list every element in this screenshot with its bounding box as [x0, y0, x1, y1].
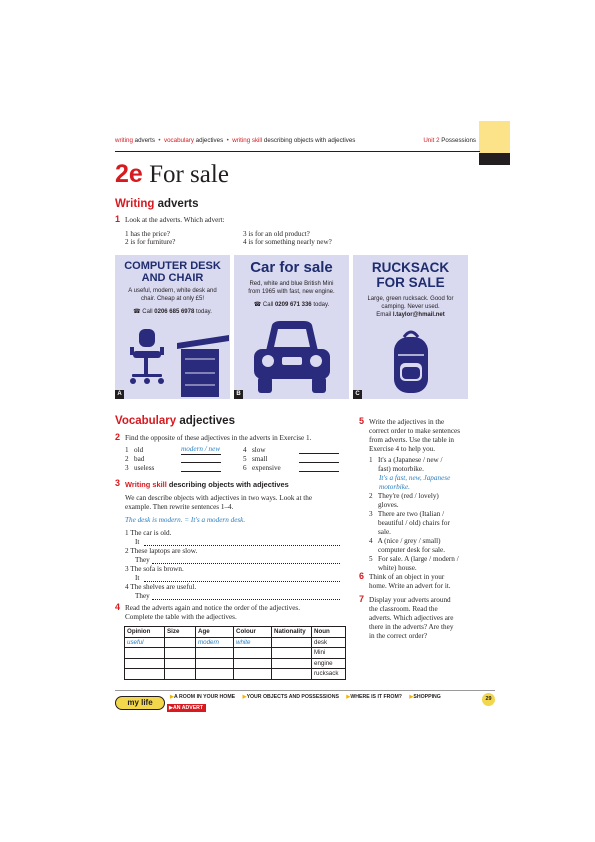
- table-cell[interactable]: [165, 637, 196, 648]
- table-cell[interactable]: [272, 658, 312, 669]
- vocab-answer-6[interactable]: [299, 463, 339, 472]
- exercise-number-2: 2: [115, 432, 121, 442]
- table-cell[interactable]: [272, 637, 312, 648]
- header-unit: Unit 2 Possessions: [423, 137, 476, 144]
- exercise-number-6: 6: [359, 571, 365, 581]
- writing-skill-heading: Writing skill describing objects with adjectives: [125, 480, 289, 489]
- table-cell[interactable]: [165, 648, 196, 659]
- vocab-answer-2[interactable]: [181, 454, 221, 463]
- my-life-badge: my life: [115, 696, 165, 710]
- exercise-6-instruction: Think of an object in your home. Write an advert for it.: [369, 573, 451, 590]
- table-row: [125, 648, 346, 659]
- advert-c-body: Large, green rucksack. Good for camping. Never used. Email l.taylor@hmail.net: [353, 295, 468, 319]
- advert-a-letter: A: [115, 390, 124, 399]
- exercise-number-5: 5: [359, 416, 365, 426]
- column-header: Age: [196, 627, 234, 638]
- table-row: [125, 658, 346, 669]
- footer-link-room[interactable]: ▶A ROOM IN YOUR HOME: [170, 694, 236, 700]
- table-cell[interactable]: [125, 669, 165, 680]
- table-cell[interactable]: useful: [125, 637, 165, 648]
- exercise-number-3: 3: [115, 478, 121, 488]
- lesson-number: 2e: [115, 160, 143, 188]
- footer-link-advert[interactable]: ▶AN ADVERT: [167, 704, 206, 712]
- column-header: Noun: [312, 627, 346, 638]
- advert-b-body: Red, white and blue British Mini from 1965 with fast, new engine. ☎ Call 0209 671 336 today.: [234, 280, 349, 309]
- vocab-item: 5 small: [243, 455, 268, 463]
- table-cell[interactable]: [234, 669, 272, 680]
- exercise-7-instruction: Display your adverts around the classroom. Read the adverts. Which adjectives are there in the adverts? Are they in the correct order?: [369, 596, 454, 640]
- header-rule: [115, 151, 480, 152]
- exercise-5-item-1: 1 It's a (Japanese / new / fast) motorbike.: [369, 456, 443, 473]
- writing-skill-intro-2: example. Then rewrite sentences 1–4.: [125, 503, 234, 511]
- table-cell: desk: [312, 637, 346, 648]
- rewrite-answer-line-4[interactable]: [152, 599, 340, 600]
- table-cell: rucksack: [312, 669, 346, 680]
- table-cell[interactable]: [272, 648, 312, 659]
- header-topics: writing adverts • vocabulary adjectives • writing skill describing objects with adjectives: [115, 137, 356, 144]
- advert-panel-c: [353, 255, 468, 399]
- advert-a-body: A useful, modern, white desk and chair. Cheap at only £5! ☎ Call 0206 685 6978 today.: [115, 287, 230, 316]
- vocab-item: 3 useless: [125, 464, 155, 472]
- vocab-item: 4 slow: [243, 446, 266, 454]
- rewrite-sentence-1: 1 The car is old.: [125, 529, 172, 537]
- advert-c-title: RUCKSACK FOR SALE: [371, 260, 450, 290]
- header-val-3: describing objects with adjectives: [263, 137, 356, 144]
- writing-skill-intro-1: We can describe objects with adjectives in two ways. Look at the: [125, 494, 313, 502]
- rewrite-answer-label-1: It: [135, 538, 140, 546]
- rewrite-answer-label-2: They: [135, 556, 150, 564]
- rewrite-answer-label-3: It: [135, 574, 140, 582]
- exercise-1-question-1: 1 has the price?: [125, 230, 170, 238]
- table-cell[interactable]: [234, 648, 272, 659]
- exercise-1-question-3: 3 is for an old product?: [243, 230, 310, 238]
- exercise-5-instruction: Write the adjectives in the correct order to make sentences from adverts. Use the table in Exercise 4 to help you.: [369, 418, 460, 453]
- exercise-4-instruction-2: Complete the table with the adjectives.: [125, 613, 237, 621]
- phone-icon: ☎ Call: [133, 309, 153, 315]
- exercise-4-instruction-1: Read the adverts again and notice the order of the adjectives.: [125, 604, 301, 612]
- table-cell[interactable]: [125, 658, 165, 669]
- header-key-3: writing skill: [232, 137, 263, 144]
- table-cell[interactable]: white: [234, 637, 272, 648]
- running-header: [115, 135, 510, 148]
- advert-a-phone: ☎ Call 0206 685 6978 today.: [133, 309, 212, 315]
- header-val-1: adverts: [134, 137, 155, 144]
- triangle-bullet-icon: ▶: [409, 694, 414, 700]
- mini-car-icon: [248, 317, 336, 397]
- office-chair-icon: [121, 321, 229, 397]
- exercise-1-instruction: Look at the adverts. Which advert:: [125, 216, 225, 224]
- column-header: Nationality: [272, 627, 312, 638]
- section-heading-writing: Writing adverts: [115, 198, 199, 210]
- rewrite-sentence-3: 3 The sofa is brown.: [125, 565, 184, 573]
- rewrite-answer-line-1[interactable]: [144, 545, 340, 546]
- footer-links: [170, 694, 447, 700]
- lesson-title-text: For sale: [149, 161, 229, 188]
- header-key-2: vocabulary: [164, 137, 194, 144]
- rewrite-sentence-2: 2 These laptops are slow.: [125, 547, 198, 555]
- page-number: 29: [482, 693, 495, 706]
- vocab-item: 2 bad: [125, 455, 145, 463]
- table-cell[interactable]: [234, 658, 272, 669]
- advert-a-title: COMPUTER DESK AND CHAIR: [124, 260, 221, 284]
- exercise-1-question-4: 4 is for something nearly new?: [243, 238, 332, 246]
- table-cell[interactable]: [196, 658, 234, 669]
- advert-b-title: Car for sale: [250, 259, 333, 276]
- triangle-bullet-icon: ▶: [346, 694, 351, 700]
- rewrite-answer-line-3[interactable]: [144, 581, 340, 582]
- table-row: [125, 669, 346, 680]
- header-key-1: writing: [115, 137, 133, 144]
- table-row: [125, 637, 346, 648]
- vocab-item: 1 old: [125, 446, 144, 454]
- vocab-answer-4[interactable]: [299, 445, 339, 454]
- footer-link-where-from[interactable]: ▶WHERE IS IT FROM?: [346, 694, 402, 700]
- footer-rule: [115, 690, 495, 691]
- exercise-5-item-5: 5 For sale. A (large / modern / white) house.: [369, 555, 459, 572]
- advert-b-letter: B: [234, 390, 243, 399]
- table-cell: engine: [312, 658, 346, 669]
- desk-icon: [177, 335, 229, 397]
- exercise-5-item-3: 3 There are two (Italian / beautiful / old) chairs for sale.: [369, 510, 450, 536]
- phone-icon: ☎ Call: [253, 302, 274, 308]
- footer-link-possessions[interactable]: ▶YOUR OBJECTS AND POSSESSIONS: [242, 694, 339, 700]
- rewrite-answer-line-2[interactable]: [152, 563, 340, 564]
- lesson-title: [115, 160, 229, 189]
- section-heading-vocabulary: Vocabulary adjectives: [115, 415, 235, 427]
- header-val-2: adjectives: [195, 137, 224, 144]
- exercise-1-question-2: 2 is for furniture?: [125, 238, 176, 246]
- advert-c-email: Email l.taylor@hmail.net: [376, 312, 445, 318]
- advert-panel-a: [115, 255, 230, 399]
- vocab-answer-5[interactable]: [299, 454, 339, 463]
- table-cell[interactable]: [196, 669, 234, 680]
- exercise-number-7: 7: [359, 594, 365, 604]
- advert-panel-b: [234, 255, 349, 399]
- rucksack-icon: [390, 327, 432, 395]
- table-cell[interactable]: [272, 669, 312, 680]
- writing-skill-example: The desk is modern. = It's a modern desk.: [125, 516, 246, 524]
- dark-corner-tab: [479, 153, 510, 165]
- vocab-answer-3[interactable]: [181, 463, 221, 472]
- advert-b-phone: ☎ Call 0209 671 336 today.: [253, 302, 330, 308]
- table-header-row: [125, 627, 346, 638]
- table-cell[interactable]: [165, 658, 196, 669]
- table-cell[interactable]: [165, 669, 196, 680]
- footer-link-shopping[interactable]: ▶SHOPPING: [409, 694, 441, 700]
- rewrite-answer-label-4: They: [135, 592, 150, 600]
- triangle-bullet-icon: ▶: [169, 705, 173, 711]
- adjective-order-table: [124, 626, 346, 680]
- triangle-bullet-icon: ▶: [170, 694, 174, 700]
- column-header: Colour: [234, 627, 272, 638]
- exercise-5-item-2: 2 They're (red / lovely) gloves.: [369, 492, 439, 509]
- column-header: Size: [165, 627, 196, 638]
- column-header: Opinion: [125, 627, 165, 638]
- table-cell[interactable]: [196, 648, 234, 659]
- rewrite-sentence-4: 4 The shelves are useful.: [125, 583, 197, 591]
- advert-c-letter: C: [353, 390, 362, 399]
- exercise-2-instruction: Find the opposite of these adjectives in the adverts in Exercise 1.: [125, 434, 312, 442]
- vocab-answer-1[interactable]: modern / new: [181, 445, 221, 453]
- table-cell[interactable]: modern: [196, 637, 234, 648]
- table-cell[interactable]: [125, 648, 165, 659]
- table-cell: Mini: [312, 648, 346, 659]
- vocab-item: 6 expensive: [243, 464, 281, 472]
- exercise-number-4: 4: [115, 602, 121, 612]
- exercise-5-item-4: 4 A (nice / grey / small) computer desk for sale.: [369, 537, 446, 554]
- exercise-5-example-answer: It's a fast, new, Japanese motorbike.: [379, 474, 451, 491]
- exercise-number-1: 1: [115, 214, 121, 224]
- triangle-bullet-icon: ▶: [242, 694, 247, 700]
